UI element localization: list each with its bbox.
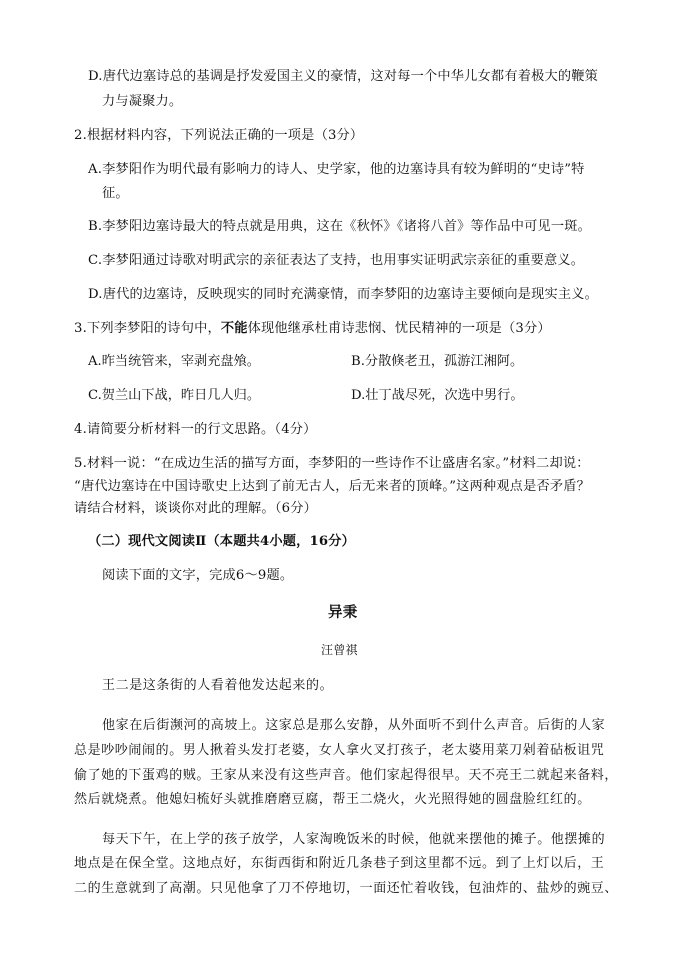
- passage-paragraph-1: 王二是这条街的人看着他发达起来的。: [102, 678, 334, 693]
- section-heading: （二）现代文阅读Ⅱ（本题共4小题，16分）: [88, 534, 356, 549]
- q1-option-d-line1: D.唐代边塞诗总的基调是抒发爱国主义的豪情，这对每一个中华儿女都有着极大的鞭策: [88, 69, 599, 84]
- passage-paragraph-3-line2: 地点是在保全堂。这地点好，东街西街和附近几条巷子到这里都不远。到了上灯以后，王: [74, 856, 605, 871]
- q5-line1: 5.材料一说：“在成边生活的描写方面，李梦阳的一些诗作不让盛唐名家。”材料二却说：: [74, 456, 590, 471]
- passage-title: 异秉: [328, 604, 358, 621]
- q2-option-b: B.李梦阳边塞诗最大的特点就是用典，这在《秋怀》《诸将八首》等作品中可见一斑。: [88, 219, 592, 234]
- q3-option-b: B.分散倏老丑，孤游江湘阿。: [351, 354, 524, 369]
- passage-paragraph-3-line3: 二的生意就到了高潮。只见他拿了刀不停地切，一面还忙着收钱，包油炸的、盐炒的豌豆、: [74, 881, 619, 896]
- q3-option-a: A.昨当统管来，宰剥充盘飧。: [88, 354, 260, 369]
- q2-option-d: D.唐代的边塞诗，反映现实的同时充满豪情，而李梦阳的边塞诗主要倾向是现实主义。: [88, 287, 599, 302]
- q1-option-d-line2: 力与凝聚力。: [102, 94, 183, 109]
- passage-paragraph-2-line2: 总是吵吵闹闹的。男人揪着头发打老婆，女人拿火叉打孩子，老太婆用菜刀剁着砧板诅咒: [74, 743, 605, 758]
- q3-stem-post: 体现他继承杜甫诗悲悯、忧民精神的一项是（3分）: [247, 321, 551, 336]
- q2-option-c: C.李梦阳通过诗歌对明武宗的亲征表达了支持，也用事实证明武宗亲征的重要意义。: [88, 253, 585, 268]
- q4-stem: 4.请简要分析材料一的行文思路。（4分）: [74, 422, 317, 437]
- q3-stem: [74, 320, 551, 338]
- q2-stem: 2.根据材料内容，下列说法正确的一项是（3分）: [74, 128, 364, 143]
- passage-paragraph-2-line3: 偷了她的下蛋鸡的贼。王家从来没有这些声音。他们家起得很早。天不亮王二就起来备料，: [74, 768, 619, 783]
- section-instruction: 阅读下面的文字，完成6～9题。: [102, 568, 294, 583]
- passage-author: 汪曾祺: [321, 643, 358, 657]
- q2-option-a-line2: 征。: [102, 186, 129, 201]
- q3-option-d: D.壮丁战尽死，次选中男行。: [351, 388, 524, 403]
- q5-line3: 请结合材料，谈谈你对此的理解。（6分）: [74, 501, 317, 516]
- q5-line2: “唐代边塞诗在中国诗歌史上达到了前无古人，后无来者的顶峰。”这两种观点是否矛盾？: [74, 479, 591, 494]
- passage-paragraph-3-line1: 每天下午，在上学的孩子放学，人家淘晚饭米的时候，他就来摆他的摊子。他摆摊的: [102, 832, 606, 847]
- q3-option-c: C.贺兰山下战，昨日几人归。: [88, 388, 261, 403]
- passage-paragraph-2-line4: 然后就烧煮。他媳妇梳好头就推磨磨豆腐，帮王二烧火，火光照得她的圆盘脸红红的。: [74, 792, 591, 807]
- passage-paragraph-2-line1: 他家在后街濒河的高坡上。这家总是那么安静，从外面听不到什么声音。后街的人家: [102, 718, 606, 733]
- q3-stem-emphasis: 不能: [220, 321, 248, 336]
- q2-option-a-line1: A.李梦阳作为明代最有影响力的诗人、史学家，他的边塞诗具有较为鲜明的“史诗”特: [88, 162, 585, 177]
- q3-stem-pre: 3.下列李梦阳的诗句中，: [74, 321, 221, 336]
